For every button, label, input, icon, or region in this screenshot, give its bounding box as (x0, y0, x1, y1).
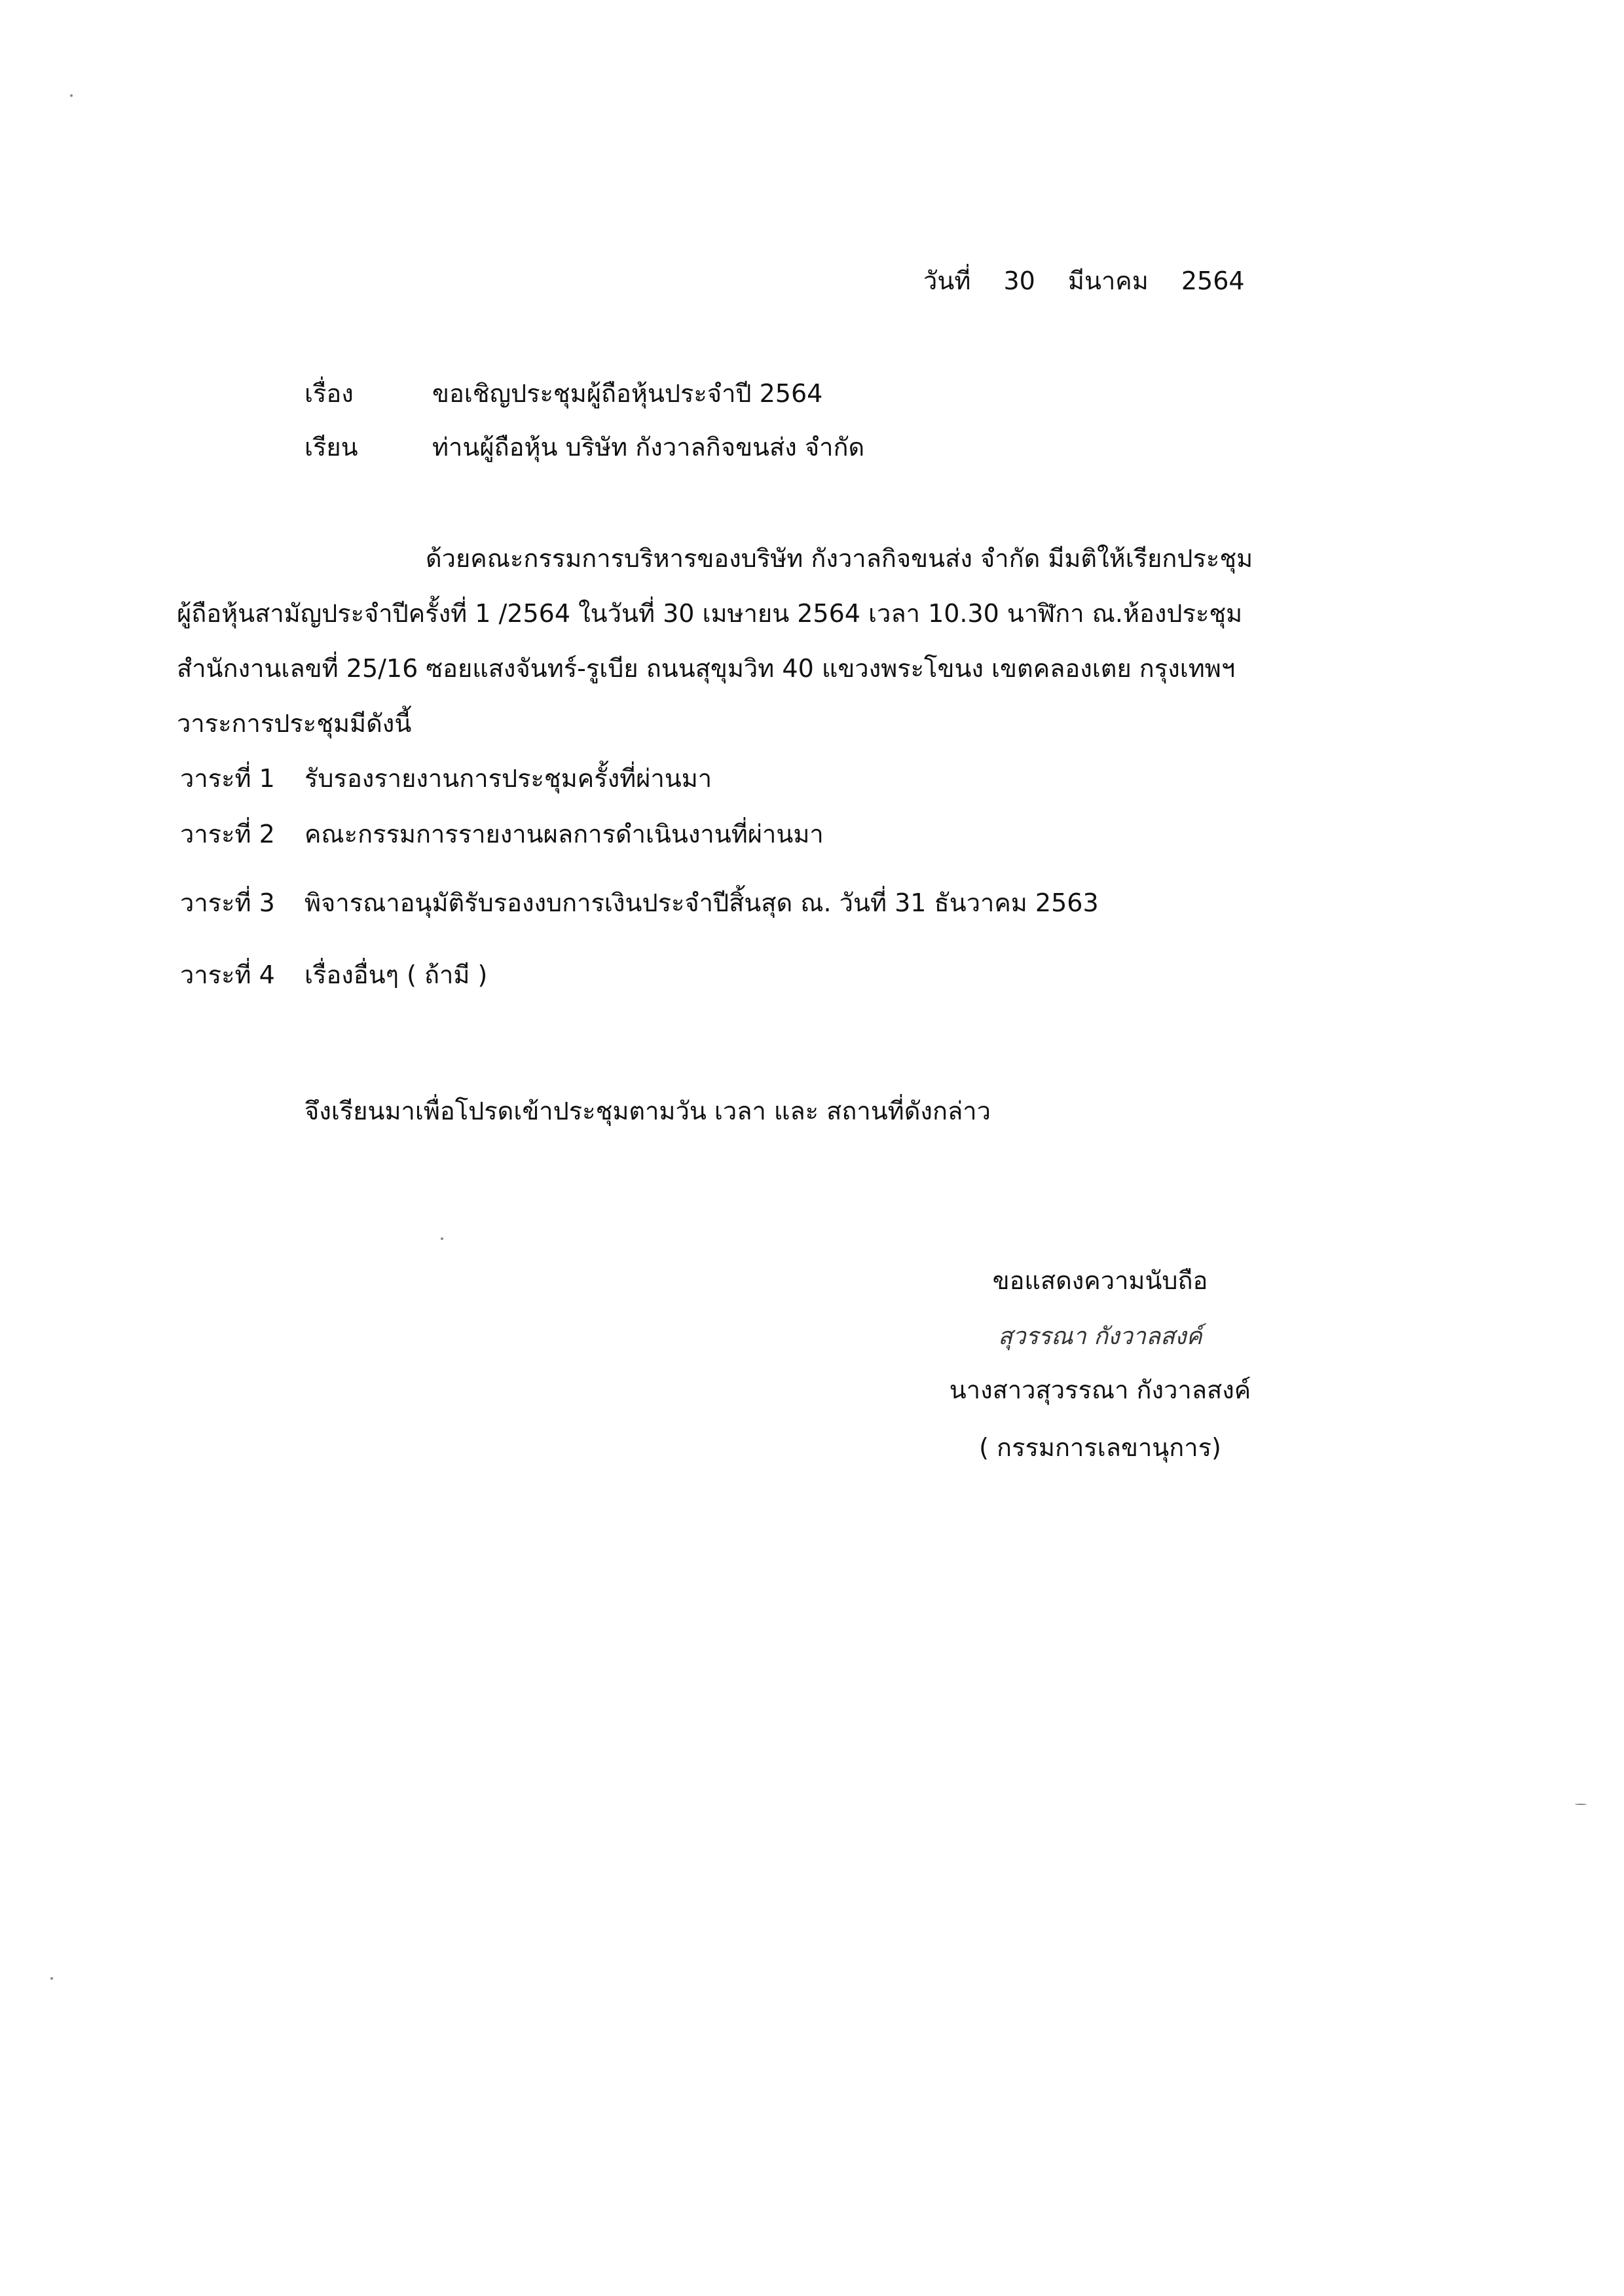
agenda-num-1: วาระที่ 1 (180, 764, 275, 793)
body-line-2: ผู้ถือหุ้นสามัญประจำปีครั้งที่ 1 /2564 ในวันที่ 30 เมษายน 2564 เวลา 10.30 นาฬิกา ณ.ห้องประชุม (177, 599, 1243, 628)
body-line-4: วาระการประชุมมีดังนี้ (177, 709, 412, 738)
sign-regards: ขอแสดงความนับถือ (992, 1266, 1208, 1295)
agenda-num-4: วาระที่ 4 (180, 960, 275, 989)
to-text: ท่านผู้ถือหุ้น บริษัท กังวาลกิจขนส่ง จำกัด (432, 433, 865, 462)
handwritten-signature: สุวรรณา กังวาลสงค์ (998, 1323, 1202, 1350)
to-label: เรียน (304, 433, 358, 462)
date-label: วันที่ (923, 266, 971, 295)
letter-date (923, 261, 1270, 301)
scan-speck (1575, 1804, 1587, 1805)
date-month: มีนาคม (1067, 266, 1149, 295)
agenda-num-3: วาระที่ 3 (180, 888, 275, 917)
subject-label: เรื่อง (304, 379, 354, 408)
closing-line: จึงเรียนมาเพื่อโปรดเข้าประชุมตามวัน เวลา และ สถานที่ดังกล่าว (304, 1097, 991, 1125)
agenda-text-4: เรื่องอื่นๆ ( ถ้ามี ) (304, 960, 488, 989)
agenda-text-2: คณะกรรมการรายงานผลการดำเนินงานที่ผ่านมา (304, 820, 824, 848)
body-line-1: ด้วยคณะกรรมการบริหารของบริษัท กังวาลกิจขนส่ง จำกัด มีมติให้เรียกประชุม (426, 544, 1253, 573)
date-day: 30 (1003, 266, 1035, 295)
scan-speck (50, 1977, 53, 1980)
signer-name: นางสาวสุวรรณา กังวาลสงค์ (949, 1376, 1251, 1404)
agenda-text-1: รับรองรายงานการประชุมครั้งที่ผ่านมา (304, 764, 712, 793)
subject-text: ขอเชิญประชุมผู้ถือหุ้นประจำปี 2564 (432, 379, 823, 408)
scan-speck (70, 94, 73, 97)
signer-position: ( กรรมการเลขานุการ) (979, 1433, 1221, 1462)
agenda-num-2: วาระที่ 2 (180, 820, 275, 848)
body-line-3: สำนักงานเลขที่ 25/16 ซอยแสงจันทร์-รูเบีย ถนนสุขุมวิท 40 แขวงพระโขนง เขตคลองเตย กรุงเทพฯ (177, 654, 1236, 683)
date-year: 2564 (1181, 266, 1245, 295)
agenda-text-3: พิจารณาอนุมัติรับรองงบการเงินประจำปีสิ้นสุด ณ. วันที่ 31 ธันวาคม 2563 (304, 888, 1099, 917)
scan-speck (441, 1237, 443, 1240)
